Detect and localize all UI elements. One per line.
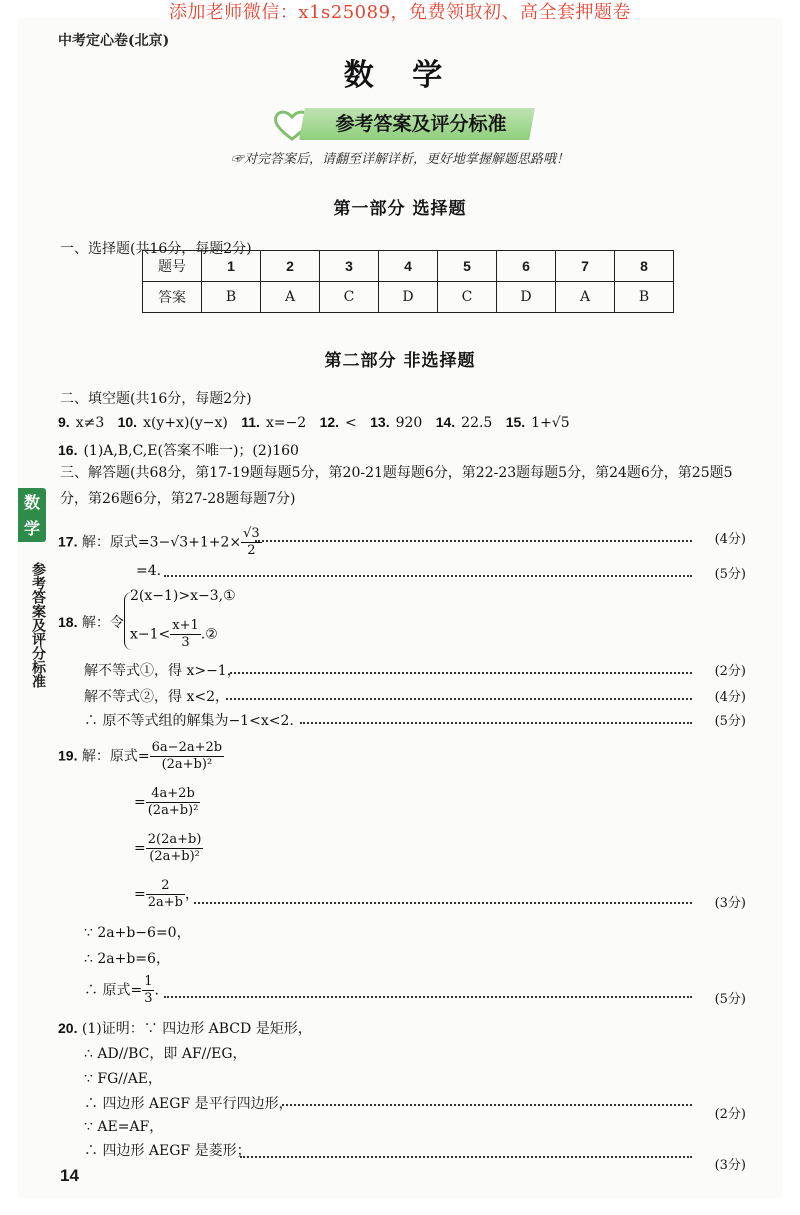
q17-expression: 解：原式=3−√3+1+2× [81,534,242,551]
q19-line2 [134,786,200,819]
table-cell: 3 [320,251,379,282]
question-number: 19. [58,747,78,764]
q19-line1 [58,740,224,773]
q18-inequality-2 [130,618,218,651]
punctuation: ， [184,886,199,903]
score-label: (4分) [714,532,746,547]
table-cell: 2 [261,251,320,282]
question-number: 15. [505,414,526,430]
score-label: (3分) [714,896,746,911]
fraction-numerator: x+1 [172,618,199,633]
fraction-numerator: 1 [144,974,153,989]
table-cell: B [615,282,674,313]
score-leader-dots [230,672,692,674]
equals-sign: = [134,840,146,857]
table-row [143,251,674,282]
question-number: 16. [58,442,78,458]
q20-line5: ∵ AE=AF， [84,1119,164,1135]
fraction-denominator: 3 [181,635,190,650]
sidebar-subject-tab: 数学 [18,488,46,542]
table-cell: B [202,282,261,313]
score-label: (2分) [714,1107,746,1122]
q19-step1: ∵ 2a+b−6=0， [84,925,191,941]
inequality-text: x−1< [130,626,171,643]
tip-text: ☞对完答案后，请翻至详解详析，更好地掌握解题思路哦！ [230,152,569,167]
q19-result-text: ∴ 原式= [84,982,143,999]
fill-answer: 920 [395,415,423,431]
table-row [143,282,674,313]
q17-line2: =4. [136,563,162,579]
fraction-numerator: 4a+2b [146,786,201,803]
fraction-numerator: 2(2a+b) [147,832,202,847]
q18-step1: 解不等式①，得 x>−1， [84,663,241,679]
score-label: (5分) [714,992,746,1007]
subject-sidebar [18,488,46,700]
q20-line2: ∴ AD//BC，即 AF//EG， [84,1046,247,1062]
answer-banner [272,104,534,144]
fraction-denominator: 2a+b [147,895,183,910]
q17-line1 [58,526,262,559]
table-cell: A [261,282,320,313]
table-cell: 5 [438,251,497,282]
q19-lead-text: 解：原式= [81,748,150,765]
subject-title: 数 学 [343,58,457,93]
table-row-label: 答案 [143,282,202,313]
score-label: (5分) [714,567,746,582]
fraction-denominator: (2a+b)² [161,757,213,772]
watermark-text: 添加老师微信：x1s25089，免费领取初、高全套押题卷 [168,2,632,23]
solve-section-heading-line2: 分，第26题6分，第27-28题每题7分) [60,491,296,507]
score-leader-dots [164,996,692,998]
inequality-text: .② [200,626,218,643]
fraction-numerator: √3 [243,526,260,541]
q18-step3: ∴ 原不等式组的解集为−1<x<2. [84,713,294,729]
q20-line1 [58,1018,312,1038]
punctuation: . [154,982,159,999]
table-cell: D [379,282,438,313]
score-leader-dots [194,902,692,904]
fraction [170,618,201,651]
table-cell: C [320,282,379,313]
page-number: 14 [60,1166,79,1185]
q20-line4: ∴ 四边形 AEGF 是平行四边形， [84,1096,293,1112]
question-number: 13. [370,414,390,430]
fraction-denominator: (2a+b)² [147,803,199,818]
table-cell: D [497,282,556,313]
fraction [241,526,262,559]
fill-answer: x(y+x)(y−x) [143,415,228,431]
fraction-numerator: 2 [146,878,185,895]
question-number: 10. [117,414,138,430]
q19-line4 [134,878,199,911]
table-cell: A [556,282,615,313]
question-number: 12. [319,414,340,430]
score-leader-dots [164,575,692,577]
score-label: (4分) [714,690,746,705]
fill-answer: < [345,415,357,431]
fraction-numerator: 6a−2a+2b [151,740,223,755]
q19-step3 [84,974,159,1007]
choice-section-heading: 一、选择题(共16分，每题2分) [60,241,252,257]
table-cell: 7 [556,251,615,282]
score-leader-dots [282,1104,692,1106]
question-number: 17. [58,533,78,550]
fill-answers-line1 [58,414,570,431]
score-label: (2分) [714,664,746,679]
q20-line3: ∵ FG//AE， [84,1071,163,1087]
table-row-label: 题号 [143,251,202,282]
fraction-denominator: (2a+b)² [149,849,200,864]
fill-answer: (1)A,B,C,E(答案不唯一)；(2)160 [83,443,299,459]
answer-table [142,250,674,313]
question-number: 18. [58,614,78,630]
table-cell: 1 [202,251,261,282]
question-number: 14. [435,414,456,430]
fill-answers-line2 [58,440,299,460]
score-leader-dots [300,722,692,724]
table-cell: 6 [497,251,556,282]
q20-line6: ∴ 四边形 AEGF 是菱形； [84,1143,251,1159]
score-leader-dots [240,1156,692,1158]
sidebar-caption: 参考答案及评分标准 [30,562,46,688]
fill-answer: 1+√5 [531,415,570,431]
fill-answer: 22.5 [461,415,493,431]
score-label: (5分) [714,714,746,729]
equals-sign: = [134,794,146,811]
q18-lead [58,612,124,632]
banner-title: 参考答案及评分标准 [335,113,507,135]
q18-lead-text: 解：令 [81,615,124,631]
q18-step2: 解不等式②，得 x<2， [84,689,229,705]
fraction [146,878,185,911]
question-number: 9. [58,414,70,430]
table-cell: C [438,282,497,313]
part2-heading: 第二部分 非选择题 [324,351,476,371]
score-label: (3分) [714,1158,746,1173]
fraction [150,740,224,773]
q19-step2: ∴ 2a+b=6， [84,951,170,967]
fraction [146,832,204,865]
part1-heading: 第一部分 选择题 [333,199,467,219]
q18-inequality-1: 2(x−1)>x−3,① [130,588,236,604]
fraction [146,786,201,819]
score-leader-dots [255,540,692,542]
q20-proof-text: (1)证明：∵ 四边形 ABCD 是矩形， [81,1021,312,1037]
fraction-denominator: 2 [247,543,256,558]
question-number: 11. [241,414,260,430]
table-cell: 8 [615,251,674,282]
fill-answer: x≠3 [75,415,105,431]
score-leader-dots [226,698,692,700]
book-series-title: 中考定心卷(北京) [58,33,170,49]
fraction-denominator: 3 [144,991,153,1006]
table-cell: 4 [379,251,438,282]
equals-sign: = [134,886,146,903]
q19-line3 [134,832,203,865]
fill-section-heading: 二、填空题(共16分，每题2分) [60,391,252,407]
solve-section-heading-line1: 三、解答题(共68分，第17-19题每题5分，第20-21题每题6分，第22-23题每题5分，第24题6分，第25题5 [60,465,733,481]
fill-answer: x=−2 [265,415,307,431]
question-number: 20. [58,1020,78,1036]
fraction [142,974,154,1007]
